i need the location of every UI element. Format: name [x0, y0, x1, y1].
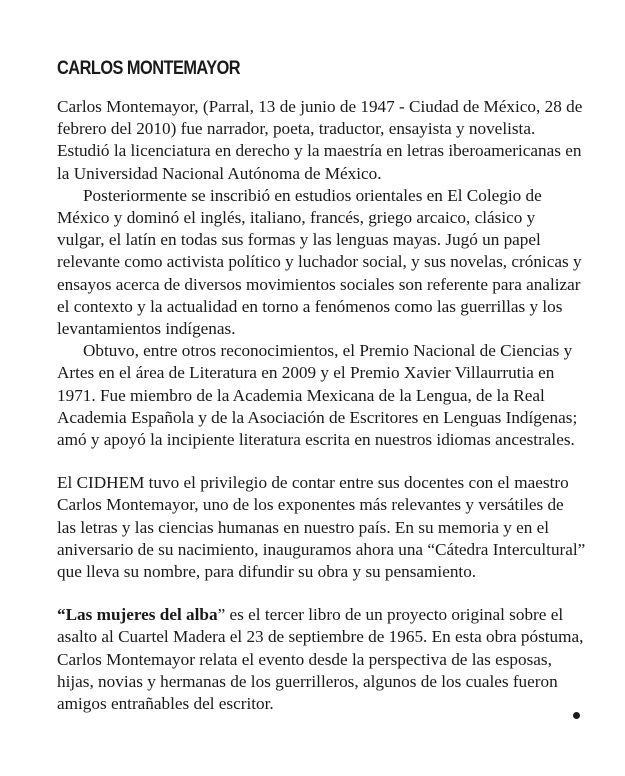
biography-paragraph-1: Carlos Montemayor, (Parral, 13 de junio de 1947 - Ciudad de México, 28 de febrero del 2010) fue narrador, poeta, traductor, ensayista y novelista. Estudió la licenciatura en derecho y la maestría en letras iberoamericanas en la Universidad Nacional Autónoma de México.: [57, 97, 583, 183]
document-page: [57, 58, 587, 715]
paragraph-spacer: [57, 451, 587, 472]
biography-paragraph-3: Obtuvo, entre otros reconocimientos, el Premio Nacional de Ciencias y Artes en el área de Literatura en 2009 y el Premio Xavier Villaurrutia en 1971. Fue miembro de la Academia Mexicana de la Lengua, de la Real Academia Española y de la Asociación de Escritores en Lenguas Indígenas; amó y apoyó la incipiente literatura escrita en nuestros idiomas ancestrales.: [57, 341, 578, 450]
paragraph-spacer: [57, 583, 587, 604]
book-paragraph: [57, 604, 587, 715]
end-bullet-icon: [573, 712, 580, 719]
book-title: “Las mujeres del alba: [57, 605, 218, 625]
cidhem-paragraph: El CIDHEM tuvo el privilegio de contar entre sus docentes con el maestro Carlos Montemayor, uno de los exponentes más relevantes y versátiles de las letras y las ciencias humanas en nuestro país. En su memoria y en el aniversario de su nacimiento, inauguramos ahora una “Cátedra Intercultural” que lleva su nombre, para difundir su obra y su pensamiento.: [57, 473, 586, 582]
section-heading: CARLOS MONTEMAYOR: [57, 58, 241, 79]
biography-paragraph-2: Posteriormente se inscribió en estudios orientales en El Colegio de México y dominó el inglés, italiano, francés, griego arcaico, clásico y vulgar, el latín en todas sus formas y las lenguas mayas. Jugó un papel relevante como activista político y luchador social, y sus novelas, crónicas y ensayos acerca de diversos movimientos sociales son referente para analizar el contexto y la actualidad en torno a fenómenos como las guerrillas y los levantamientos indígenas.: [57, 185, 582, 339]
book-description: ” es el tercer libro de un proyecto original sobre el asalto al Cuartel Madera el 23 de septiembre de 1965. En esta obra póstuma, Carlos Montemayor relata el evento desde la perspectiva de las esposas, hijas, novias y hermanas de los guerrilleros, algunos de los cuales fueron amigos entrañables del escritor.: [57, 605, 584, 714]
